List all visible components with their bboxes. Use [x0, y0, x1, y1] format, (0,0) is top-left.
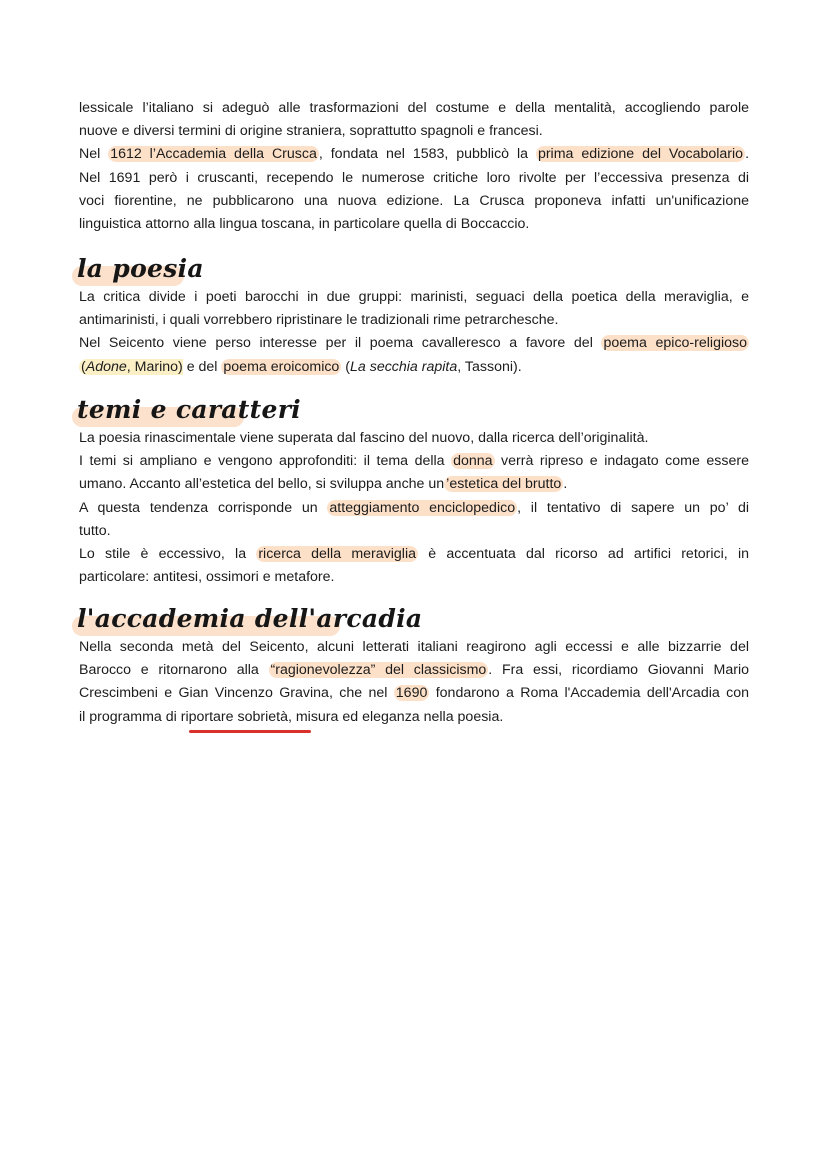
text-span: e del	[182, 358, 222, 375]
text-span: A questa tendenza corrisponde un	[79, 499, 328, 516]
text-span: (	[81, 358, 86, 375]
text-line	[79, 143, 749, 166]
text-span: .	[745, 146, 750, 163]
text-span: verrà ripreso e indagato come essere	[494, 453, 749, 470]
highlight-estetica-brutto: ’estetica del brutto	[446, 476, 562, 493]
text-span: I temi si ampliano e vengono approfonditi: il tema della	[79, 453, 452, 470]
heading-accademia-arcadia	[77, 604, 422, 634]
heading-text: l'accademia dell'arcadia	[77, 604, 423, 633]
text-line: tutto.	[79, 522, 111, 539]
text-line	[79, 543, 749, 566]
highlight-accademia-crusca: 1612 l’Accademia della Crusca	[110, 146, 317, 163]
text-line	[79, 332, 749, 355]
text-span: , Tassoni).	[457, 358, 522, 375]
text-line: La poesia rinascimentale viene superata dal fascino del nuovo, dalla ricerca dell’originalità.	[79, 430, 649, 446]
text-line: linguistica attorno alla lingua toscana, in particolare quella di Boccaccio.	[79, 216, 530, 233]
text-span: . Fra essi, ricordiamo Giovanni Mario	[488, 662, 749, 679]
text-span: il programma di	[79, 708, 181, 725]
underlined-riportare-sobrieta: riportare sobrietà	[180, 708, 288, 725]
heading-text: temi e caratteri	[77, 395, 301, 424]
highlight-donna: donna	[453, 453, 493, 470]
text-line: Nella seconda metà del Seicento, alcuni letterati italiani reagirono agli eccessi e alle bizzarrie del	[79, 639, 749, 655]
text-span: è accentuata dal ricorso ad artifici retorici, in	[417, 546, 749, 563]
text-line: nuove e diversi termini di origine straniera, soprattutto spagnoli e francesi.	[79, 123, 543, 140]
text-span: fondarono a Roma l'Accademia dell'Arcadia con	[429, 685, 749, 702]
text-line	[79, 473, 749, 496]
paragraph-arcadia	[79, 636, 749, 729]
text-span: Barocco e ritornarono alla	[79, 662, 269, 679]
text-span: Nel Seicento viene perso interesse per il poema cavalleresco a favore del	[79, 335, 602, 352]
italic-title: La secchia rapita	[350, 358, 458, 375]
text-span: , misura ed eleganza nella poesia.	[287, 708, 504, 725]
paragraph-crusca	[79, 97, 749, 236]
text-line: particolare: antitesi, ossimori e metafore.	[79, 569, 335, 586]
highlight-ragionevolezza: “ragionevolezza” del classicismo	[270, 662, 487, 679]
text-span: , Marino)	[126, 358, 183, 375]
text-span: , il tentativo di sapere un po’ di	[517, 499, 750, 516]
text-span: , fondata nel 1583, pubblicò la	[318, 146, 536, 163]
text-span: Crescimbeni e Gian Vincenzo Gravina, che nel	[79, 685, 394, 702]
highlight-poema-eroicomico: poema eroicomico	[223, 358, 340, 375]
text-line: La critica divide i poeti barocchi in due gruppi: marinisti, seguaci della poetica della meraviglia, e	[79, 289, 749, 305]
paragraph-poesia	[79, 286, 749, 379]
text-line: Nel 1691 però i cruscanti, recependo le numerose critiche loro rivolte per l’eccessiva presenza di	[79, 169, 749, 186]
text-line	[79, 450, 749, 473]
text-span: Nel	[79, 146, 109, 163]
highlight-atteggiamento-enciclopedico: atteggiamento enciclopedico	[329, 499, 516, 516]
highlight-ricerca-meraviglia: ricerca della meraviglia	[258, 546, 416, 563]
text-line	[79, 706, 749, 729]
heading-la-poesia	[77, 254, 204, 284]
italic-title: Adone	[85, 358, 127, 375]
heading-text: la poesia	[77, 254, 204, 283]
text-span: Lo stile è eccessivo, la	[79, 546, 257, 563]
highlight-1690: 1690	[395, 685, 428, 702]
text-span: .	[563, 476, 568, 493]
text-line	[79, 356, 749, 379]
text-span: (	[341, 358, 350, 375]
heading-temi-e-caratteri	[77, 395, 301, 425]
text-line	[79, 659, 749, 682]
highlight-prima-edizione: prima edizione del Vocabolario	[537, 146, 744, 163]
highlight-poema-epico-religioso: poema epico-religioso	[603, 335, 747, 352]
paragraph-temi	[79, 427, 749, 589]
text-line	[79, 497, 749, 520]
text-span: umano. Accanto all’estetica del bello, si sviluppa anche un	[79, 476, 445, 493]
highlight-adone-marino	[79, 359, 183, 375]
text-line: lessicale l’italiano si adeguò alle trasformazioni del costume e della mentalità, accogliendo parole	[79, 100, 749, 116]
text-line: voci fiorentine, ne pubblicarono una nuova edizione. La Crusca proponeva infatti un'unificazione	[79, 192, 749, 209]
text-line: antimarinisti, i quali vorrebbero ripristinare le tradizionali rime petrarchesche.	[79, 312, 559, 329]
text-line	[79, 682, 749, 705]
red-underline	[189, 730, 311, 733]
